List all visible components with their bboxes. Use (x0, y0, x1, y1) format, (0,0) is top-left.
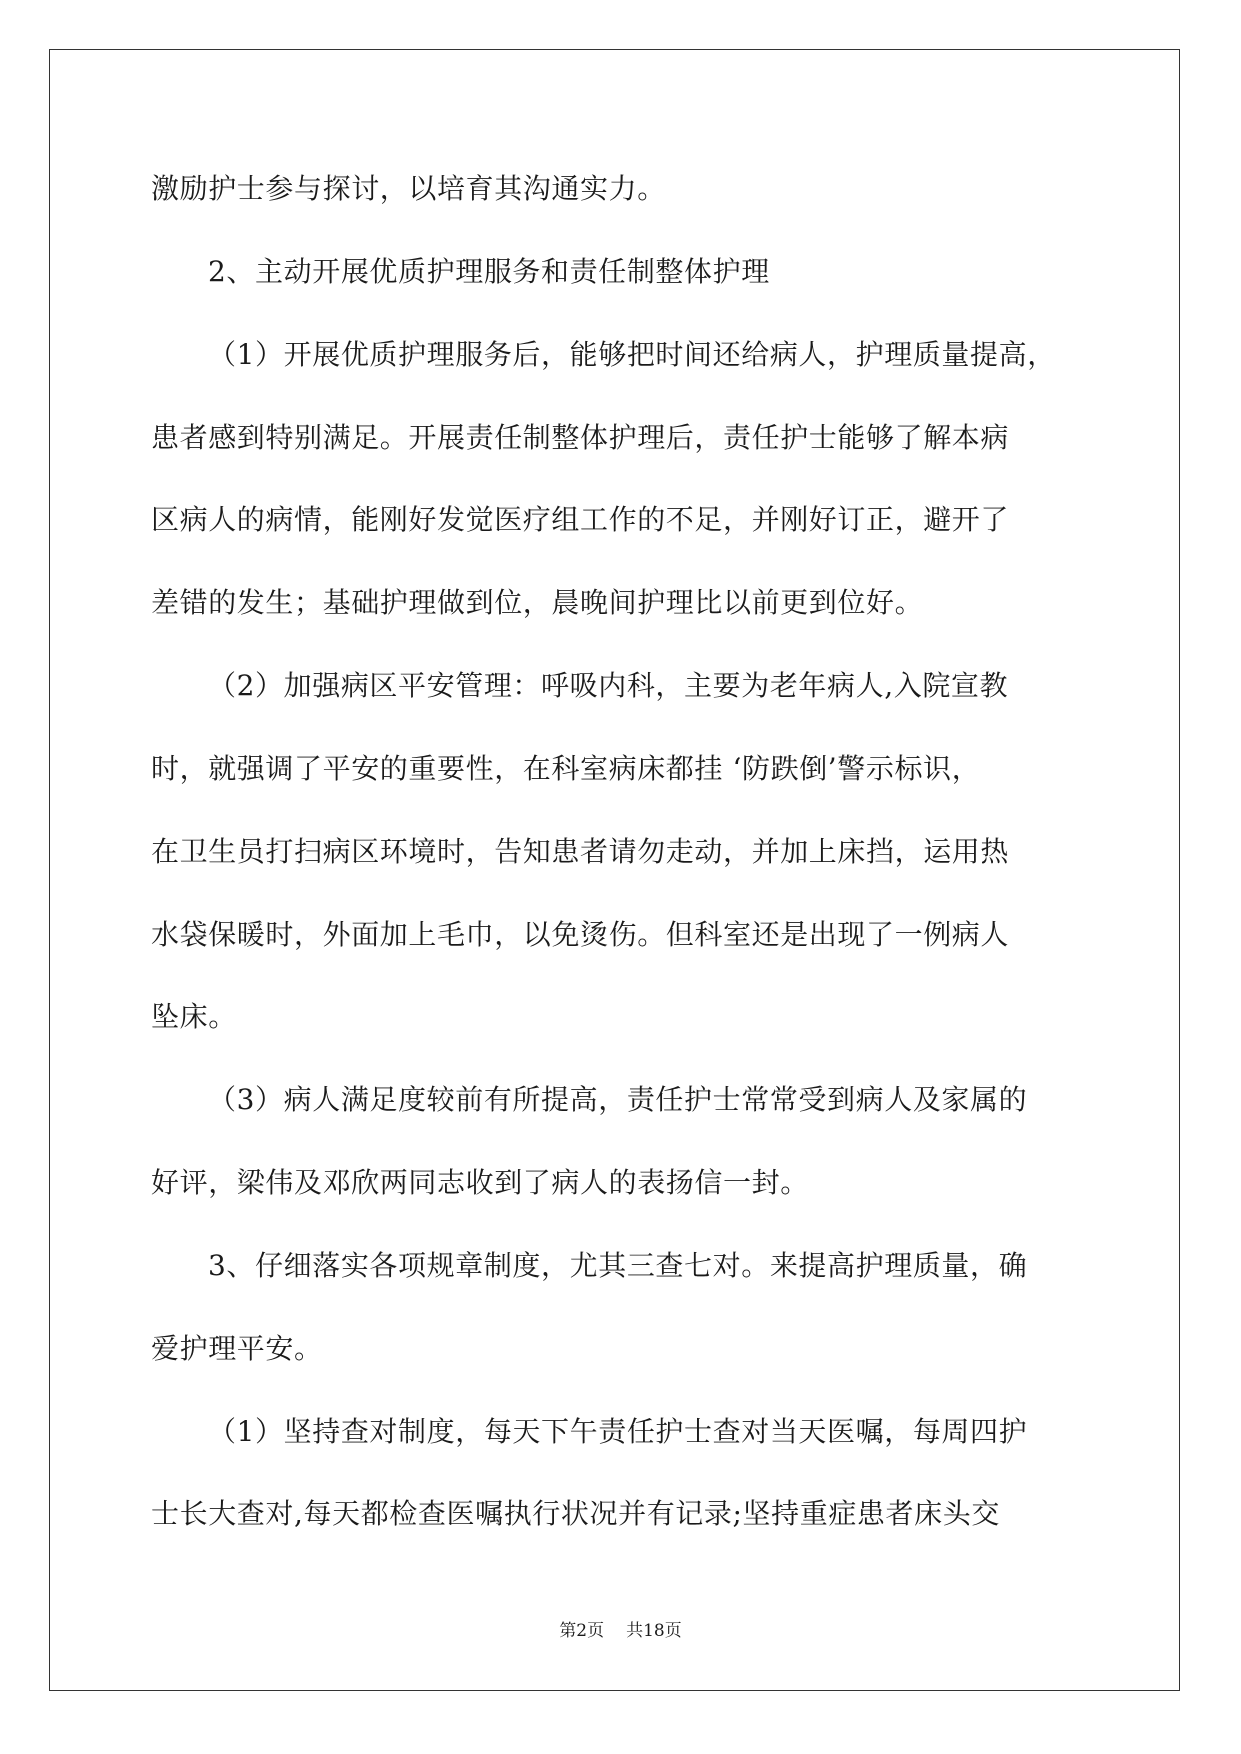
text-line: 士长大查对,每天都检查医嘱执行状况并有记录;坚持重症患者床头交 (151, 1497, 1000, 1530)
section-heading: 2、主动开展优质护理服务和责任制整体护理 (208, 255, 770, 288)
text-line: 水袋保暖时，外面加上毛巾，以免烫伤。但科室还是出现了一例病人 (151, 918, 1010, 951)
text-line: 时，就强调了平安的重要性，在科室病床都挂 ‘防跌倒’警示标识， (151, 752, 981, 785)
page-footer (0, 1616, 1241, 1641)
text-line: 患者感到特别满足。开展责任制整体护理后，责任护士能够了解本病 (151, 421, 1010, 454)
section-heading: 3、仔细落实各项规章制度，尤其三查七对。来提高护理质量，确 (208, 1249, 1028, 1282)
text-line: 区病人的病情，能刚好发觉医疗组工作的不足，并刚好订正，避开了 (151, 503, 1010, 536)
text-line: 坠床。 (151, 1000, 237, 1033)
text-line: 爱护理平安。 (151, 1332, 323, 1365)
text-line: （2）加强病区平安管理：呼吸内科，主要为老年病人,入院宣教 (208, 669, 1009, 702)
text-line: 差错的发生；基础护理做到位，晨晚间护理比以前更到位好。 (151, 586, 924, 619)
current-page-number: 第2页 (559, 1621, 605, 1641)
text-line: 在卫生员打扫病区环境时，告知患者请勿走动，并加上床挡，运用热 (151, 835, 1010, 868)
text-line: （1）开展优质护理服务后，能够把时间还给病人，护理质量提高， (208, 338, 1056, 371)
text-line: （1）坚持查对制度，每天下午责任护士查对当天医嘱，每周四护 (208, 1415, 1028, 1448)
text-line: （3）病人满足度较前有所提高，责任护士常常受到病人及家属的 (208, 1083, 1028, 1116)
text-line: 激励护士参与探讨，以培育其沟通实力。 (151, 172, 666, 205)
total-pages: 共18页 (626, 1621, 682, 1641)
text-line: 好评，梁伟及邓欣两同志收到了病人的表扬信一封。 (151, 1166, 809, 1199)
